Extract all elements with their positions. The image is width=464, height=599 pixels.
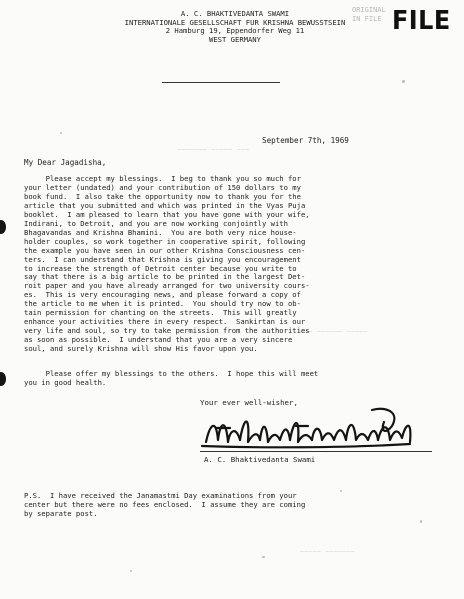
- letterhead-country: WEST GERMANY: [209, 34, 261, 44]
- bleed-through-texture: ~~~~~~~ ~~~~~ ~~~: [30, 146, 250, 154]
- letterhead-rule: [162, 82, 280, 83]
- body-line: say that there is a big article to be printed in the largest Det-: [24, 272, 306, 282]
- original-in-file-stamp: ORIGINAL IN FILE: [352, 6, 386, 23]
- closing-paragraph: [24, 369, 426, 387]
- postscript-line: by separate post.: [24, 509, 98, 518]
- letter-date: September 7th, 1969: [262, 136, 349, 145]
- closing-line: Please offer my blessings to the others. I hope this will meet: [24, 369, 319, 378]
- bleed-through-texture: ~~~~~ ~~~~~~~: [300, 548, 355, 556]
- paper-speck: [340, 490, 342, 492]
- complimentary-close: Your ever well-wisher,: [200, 398, 298, 407]
- postscript-line: P.S. I have received the Janamastmi Day examinations from your: [24, 491, 297, 500]
- body-line: booklet. I am pleased to learn that you have gone with your wife,: [24, 209, 310, 219]
- letterhead-address: 2 Hamburg 19, Eppendorfer Weg 11: [165, 26, 305, 36]
- salutation: My Dear Jagadisha,: [24, 158, 107, 167]
- postscript-line: center but there were no fees enclosed. I assume they are coming: [24, 500, 306, 509]
- body-line: book fund. I also take the opportunity now to thank you for the: [24, 191, 301, 201]
- body-line: ters. I can understand that Krishna is giving you encouragement: [24, 254, 301, 264]
- body-line: es. This is very encouraging news, and please forward a copy of: [24, 290, 301, 300]
- body-line: Bhagavandas and Krishna Bhamini. You are both very nice house-: [24, 227, 297, 237]
- signature-rule: [200, 451, 432, 452]
- body-line: soul, and surely Krishna will show His favor upon you.: [24, 344, 258, 354]
- paper-speck: [130, 570, 132, 572]
- body-line: very life and soul, so try to take permission from the authorities: [24, 326, 310, 336]
- bleed-through-texture: ~~~ ~~~~~~ ~~~~~: [300, 328, 368, 336]
- body-line: roit paper and you have already arranged for two university cours-: [24, 281, 310, 291]
- body-line: as soon as possible. I understand that you are a very sincere: [24, 335, 293, 345]
- letter-body: [24, 175, 426, 354]
- body-line: article that you submitted and which was printed in the Vyas Puja: [24, 200, 306, 210]
- punch-hole: [0, 372, 6, 386]
- body-line: to increase the strength of Detroit center because you write to: [24, 263, 297, 273]
- paper-speck: [402, 80, 405, 83]
- signer-name: A. C. Bhaktivedanta Swami: [204, 455, 316, 464]
- postscript: [24, 491, 430, 518]
- body-line: tain permission for chanting on the streets. This will greatly: [24, 308, 297, 318]
- body-line: the article to me when it is printed. You should try now to ob-: [24, 299, 301, 309]
- file-stamp: FILE: [392, 6, 451, 36]
- body-line: your letter (undated) and your contribution of 150 dollars to my: [24, 182, 301, 192]
- paper-speck: [420, 520, 422, 523]
- body-line: enhance your activities there in every respect. Sankirtan is our: [24, 317, 306, 327]
- letterhead-name: A. C. BHAKTIVEDANTA SWAMI: [180, 9, 290, 18]
- letterhead: [40, 10, 430, 44]
- body-line: Please accept my blessings. I beg to thank you so much for: [24, 174, 301, 183]
- punch-hole: [0, 220, 6, 234]
- letterhead-society: INTERNATIONALE GESELLSCHAFT FUR KRISHNA BEWUSSTSEIN: [124, 17, 346, 27]
- body-line: holder couples, so work together in cooperative spirit, following: [24, 236, 306, 246]
- paper-speck: [60, 132, 62, 134]
- closing-line: you in good health.: [24, 378, 107, 387]
- body-line: Indirani, to Detroit, and you are now working conjointly with: [24, 218, 288, 228]
- paper-speck: [262, 556, 265, 558]
- body-line: the example you have seen in our other Krishna Consciousness cen-: [24, 245, 306, 255]
